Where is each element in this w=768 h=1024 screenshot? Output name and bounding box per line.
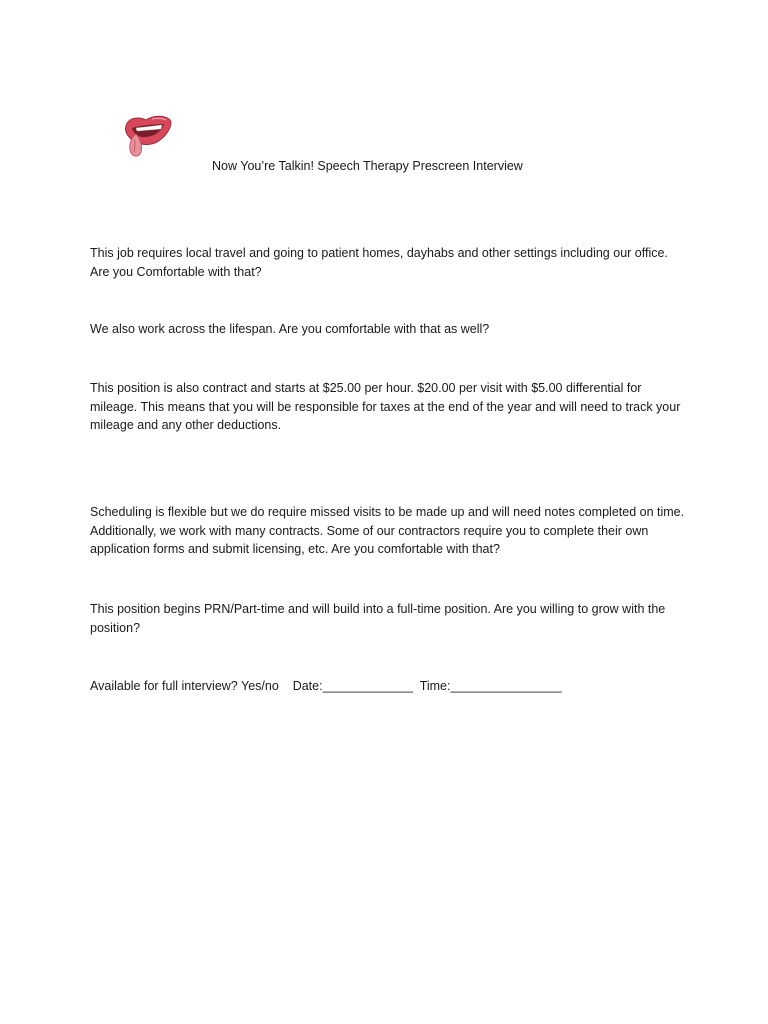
document-title: Now You’re Talkin! Speech Therapy Prescreen Interview bbox=[212, 159, 523, 173]
availability-question: Available for full interview? Yes/no bbox=[90, 679, 279, 693]
paragraph-contract-pay: This position is also contract and starts at $25.00 per hour. $20.00 per visit with $5.00 differential for mileage. This means that you will be responsible for taxes at the end of the year and will need to track your mileage and any other deductions. bbox=[90, 381, 681, 433]
paragraph-travel: This job requires local travel and going to patient homes, dayhabs and other settings including our office. Are you Comfortable with that? bbox=[90, 246, 668, 279]
paragraph-lifespan: We also work across the lifespan. Are you comfortable with that as well? bbox=[90, 322, 490, 336]
interview-availability-line bbox=[90, 677, 562, 695]
time-field-label: Time:________________ bbox=[419, 679, 562, 693]
paragraph-scheduling: Scheduling is flexible but we do require missed visits to be made up and will need notes completed on time. Additionally, we work with many contracts. Some of our contractors require you to complete their own application forms and submit licensing, etc. Are you comfortable with that? bbox=[90, 505, 685, 557]
date-field-label: Date:_____________ bbox=[292, 679, 413, 693]
paragraph-prn-growth: This position begins PRN/Part-time and will build into a full-time position. Are you willing to grow with the position? bbox=[90, 602, 666, 635]
lips-tongue-icon bbox=[122, 112, 174, 158]
